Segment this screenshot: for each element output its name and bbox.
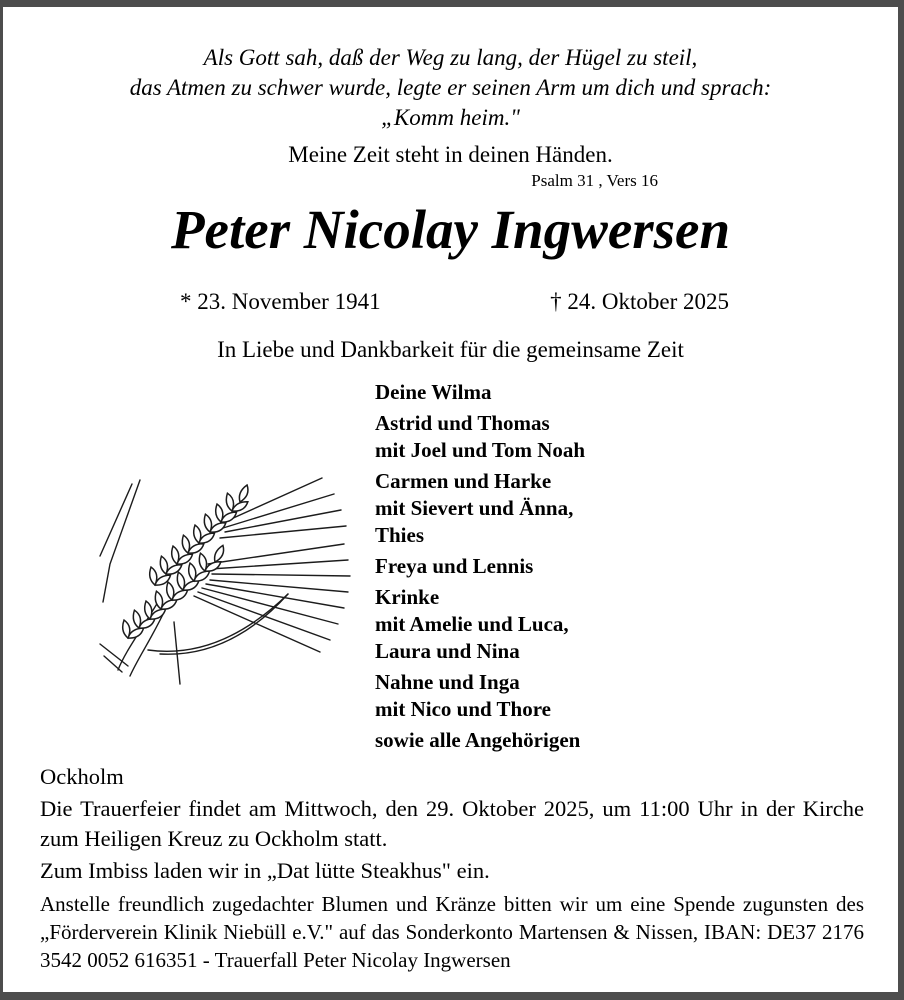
dedication-line: In Liebe und Dankbarkeit für die gemeinsame Zeit <box>217 337 684 362</box>
mourner-group <box>375 669 898 723</box>
reception-info: Zum Imbiss laden wir in „Dat lütte Steakhus" ein. <box>40 858 490 883</box>
birth-date: * 23. November 1941 <box>180 289 381 314</box>
epigraph-line: „Komm heim." <box>381 105 520 130</box>
donation-info: Anstelle freundlich zugedachter Blumen und Kränze bitten wir um eine Spende zugunsten des „Förderverein Klinik Niebüll e.V." auf das Sonderkonto Martensen & Nissen, IBAN: DE37 2176 3542 0052 616351 - Trauerfall Peter Nicolay Ingwersen <box>40 892 864 972</box>
mourner-line: Deine Wilma <box>375 380 492 404</box>
death-date: † 24. Oktober 2025 <box>550 289 729 314</box>
mourner-line: Krinke <box>375 585 440 609</box>
epigraph-line: das Atmen zu schwer wurde, legte er seinen Arm um dich und sprach: <box>129 75 772 100</box>
service-info: Die Trauerfeier findet am Mittwoch, den 29. Oktober 2025, um 11:00 Uhr in der Kirche zum Heiligen Kreuz zu Ockholm statt. <box>40 796 864 851</box>
mourner-line: Thies <box>375 523 425 547</box>
psalm-attribution: Psalm 31 , Vers 16 <box>531 171 658 190</box>
mourner-group <box>375 468 898 549</box>
mourner-line: Laura und Nina <box>375 639 520 663</box>
mourner-group <box>375 379 898 406</box>
funeral-details <box>3 762 898 974</box>
wheat-ears-illustration <box>70 452 355 692</box>
mourner-group <box>375 410 898 464</box>
epigraph <box>3 43 898 133</box>
mourner-group <box>375 584 898 665</box>
mourner-line: Astrid und Thomas <box>375 411 550 435</box>
epigraph-line: Als Gott sah, daß der Weg zu lang, der Hügel zu steil, <box>203 45 698 70</box>
mourning-section <box>3 379 898 754</box>
mourner-line: mit Nico und Thore <box>375 697 551 721</box>
mourner-line: mit Sievert und Änna, <box>375 496 574 520</box>
mourner-line: sowie alle Angehörigen <box>375 728 581 752</box>
mourner-line: mit Joel und Tom Noah <box>375 438 586 462</box>
place-name: Ockholm <box>40 764 124 789</box>
mourner-line: Carmen und Harke <box>375 469 552 493</box>
verse-line: Meine Zeit steht in deinen Händen. <box>288 142 613 167</box>
mourner-group <box>375 727 898 754</box>
mourner-line: mit Amelie und Luca, <box>375 612 569 636</box>
life-dates <box>3 287 898 317</box>
mourner-line: Freya und Lennis <box>375 554 534 578</box>
deceased-name: Peter Nicolay Ingwersen <box>170 199 731 260</box>
mourner-group <box>375 553 898 580</box>
obituary-sheet <box>3 7 898 974</box>
mourner-line: Nahne und Inga <box>375 670 520 694</box>
